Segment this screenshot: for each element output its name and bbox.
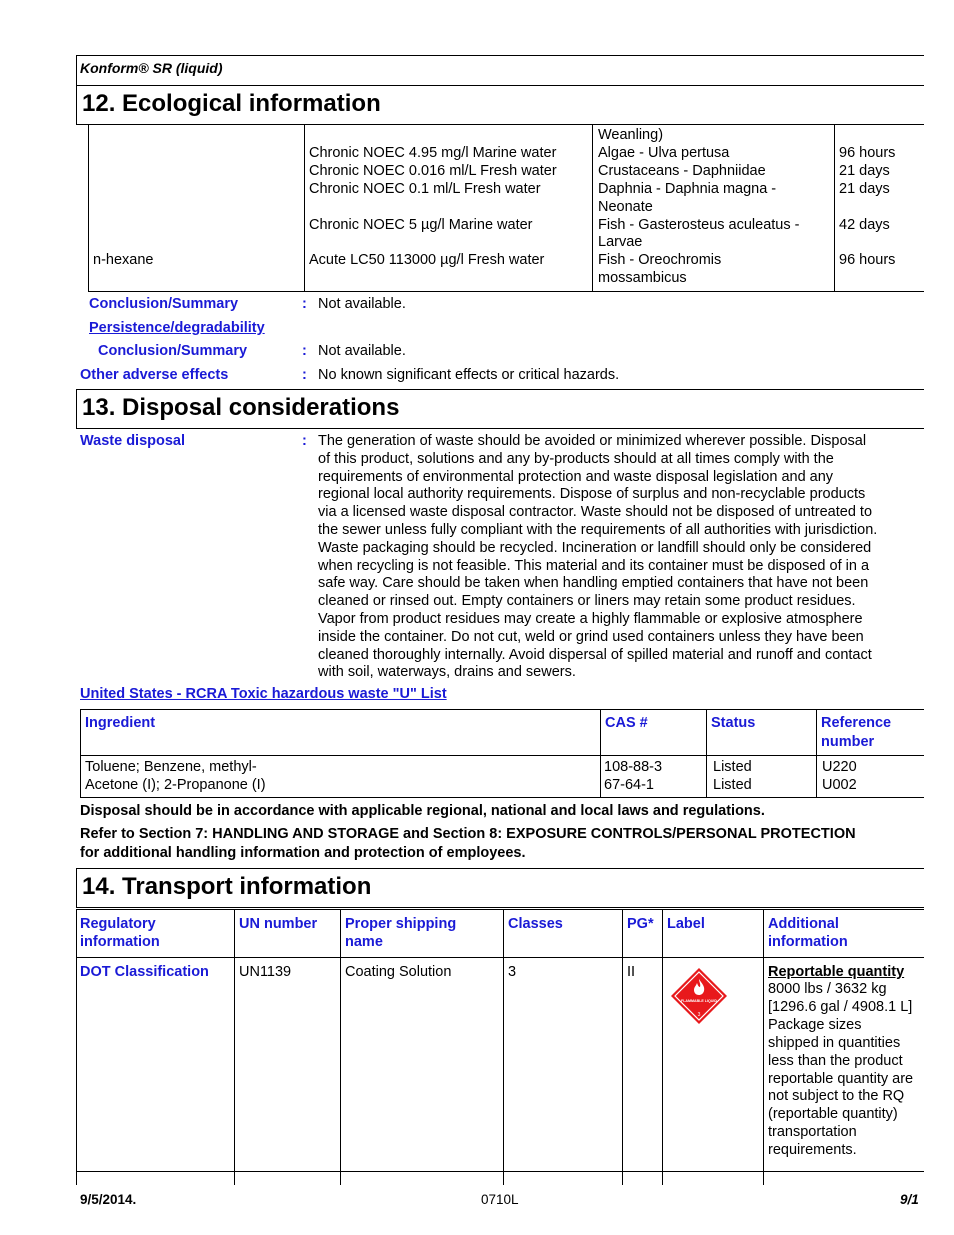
waste-line: via a licensed waste disposal contractor. Waste should not be disposed of untreated to bbox=[318, 504, 873, 521]
th-pg: PG* bbox=[627, 916, 654, 932]
rcra-table-border bbox=[80, 797, 924, 798]
additional-info-line: reportable quantity are bbox=[768, 1070, 914, 1087]
transport-table-border bbox=[76, 957, 924, 958]
transport-table-border bbox=[340, 909, 341, 1185]
th-name: name bbox=[345, 934, 383, 950]
waste-line: Waste packaging should be recycled. Incineration or landfill should only be considered bbox=[318, 539, 872, 556]
eco-cell-species: Larvae bbox=[598, 234, 643, 251]
rcra-header-number: number bbox=[821, 734, 875, 750]
colon: : bbox=[302, 367, 307, 383]
eco-cell-species: mossambicus bbox=[598, 270, 687, 287]
rcra-cell-ref: U002 bbox=[822, 777, 857, 793]
waste-line: of this product, solutions and any by-products should at all times comply with the bbox=[318, 450, 834, 467]
eco-table-border bbox=[834, 125, 835, 292]
eco-cell-result: Chronic NOEC 0.016 ml/L Fresh water bbox=[309, 162, 557, 179]
rcra-cell-ref: U220 bbox=[822, 759, 857, 775]
section-14-header bbox=[76, 868, 924, 908]
pg-value: II bbox=[627, 964, 636, 980]
classes-value: 3 bbox=[508, 964, 517, 980]
eco-cell-result: Chronic NOEC 0.1 ml/L Fresh water bbox=[309, 180, 541, 197]
eco-cell-exposure: 96 hours bbox=[839, 252, 896, 269]
waste-line: cleaned or rinsed out. Empty containers or liners may retain some product residues. bbox=[318, 593, 856, 610]
eco-cell-exposure: 96 hours bbox=[839, 144, 896, 161]
rcra-table-border bbox=[80, 755, 924, 756]
eco-table-border bbox=[592, 125, 593, 292]
persistence-link[interactable]: Persistence/degradability bbox=[89, 320, 265, 336]
rcra-list-link[interactable]: United States - RCRA Toxic hazardous waste "U" List bbox=[80, 686, 447, 702]
waste-disposal-text bbox=[318, 433, 924, 682]
eco-cell-species: Weanling) bbox=[598, 127, 664, 143]
rcra-header-reference: Reference bbox=[821, 715, 892, 731]
eco-cell-species: Algae - Ulva pertusa bbox=[598, 144, 730, 161]
transport-table-border bbox=[763, 909, 764, 1185]
eco-cell-species: Fish - Gasterosteus aculeatus - bbox=[598, 216, 800, 233]
footer-date: 9/5/2014. bbox=[80, 1192, 137, 1207]
label-class: 3 bbox=[697, 1012, 701, 1018]
section-12-header bbox=[76, 85, 924, 125]
section-13-title: 13. Disposal considerations bbox=[82, 394, 400, 421]
th-additional: Additional bbox=[768, 916, 839, 932]
reportable-quantity-title: Reportable quantity bbox=[768, 964, 905, 980]
waste-disposal-label: Waste disposal bbox=[80, 433, 186, 449]
proper-shipping-name-value: Coating Solution bbox=[345, 964, 452, 980]
eco-table-border bbox=[88, 125, 89, 292]
eco-cell-species: Daphnia - Daphnia magna - bbox=[598, 180, 777, 197]
footer-code: 0710L bbox=[481, 1192, 519, 1207]
label-text: FLAMMABLE LIQUID bbox=[681, 999, 717, 1003]
waste-line: Vapor from product residues may create a highly flammable or explosive atmosphere bbox=[318, 610, 863, 627]
rcra-cell-cas: 67-64-1 bbox=[604, 777, 654, 793]
other-effects-label: Other adverse effects bbox=[80, 367, 229, 383]
rcra-header-status: Status bbox=[711, 715, 756, 731]
eco-cell-species: Fish - Oreochromis bbox=[598, 252, 722, 269]
product-name: Konform® SR (liquid) bbox=[80, 60, 223, 76]
transport-table-border bbox=[76, 909, 924, 910]
transport-table-border bbox=[503, 909, 504, 1185]
th-un-number: UN number bbox=[239, 916, 318, 932]
rcra-table-border bbox=[706, 709, 707, 798]
colon: : bbox=[302, 296, 307, 312]
rcra-table-border bbox=[600, 709, 601, 798]
eco-cell-result: Acute LC50 113000 µg/l Fresh water bbox=[309, 252, 545, 269]
th-regulatory: Regulatory bbox=[80, 916, 156, 932]
rcra-cell-status: Listed bbox=[713, 777, 752, 793]
additional-info-text bbox=[768, 981, 913, 1160]
transport-table-border bbox=[622, 909, 623, 1185]
eco-table-border bbox=[88, 291, 924, 292]
rcra-table-border bbox=[816, 709, 817, 798]
transport-table-border bbox=[662, 909, 663, 1185]
transport-table-border bbox=[76, 1171, 924, 1172]
eco-cell-substance: n-hexane bbox=[93, 252, 154, 269]
th-proper-shipping: Proper shipping bbox=[345, 916, 457, 932]
waste-line: when recycling is not feasible. This material and its container must be disposed of in a bbox=[318, 557, 870, 574]
eco-cell-result: Chronic NOEC 5 µg/l Marine water bbox=[309, 216, 533, 233]
eco-cell-result: Chronic NOEC 4.95 mg/l Marine water bbox=[309, 144, 557, 161]
transport-table-border bbox=[76, 909, 77, 1185]
additional-info-line: [1296.6 gal / 4908.1 L] bbox=[768, 998, 913, 1015]
waste-line: inside the container. Do not cut, weld or grind used containers unless they have been bbox=[318, 628, 864, 645]
conclusion-label: Conclusion/Summary bbox=[89, 296, 239, 312]
eco-cell-species: Neonate bbox=[598, 198, 653, 215]
rcra-cell-ingredient: Toluene; Benzene, methyl- bbox=[85, 759, 257, 775]
additional-info-line: not subject to the RQ bbox=[768, 1088, 905, 1105]
waste-line: The generation of waste should be avoided or minimized wherever possible. Disposal bbox=[318, 433, 867, 449]
section-14-title: 14. Transport information bbox=[82, 873, 372, 900]
th-information: information bbox=[80, 934, 160, 950]
top-rule bbox=[76, 55, 924, 56]
refer-note-line1: Refer to Section 7: HANDLING AND STORAGE and Section 8: EXPOSURE CONTROLS/PERSONAL PROTECTION bbox=[80, 826, 856, 842]
additional-info-line: less than the product bbox=[768, 1052, 903, 1069]
waste-line: cleaned thoroughly internally. Avoid dispersal of spilled material and runoff and contact bbox=[318, 646, 872, 663]
rcra-header-cas: CAS # bbox=[605, 715, 648, 731]
eco-cell-exposure: 42 days bbox=[839, 216, 890, 233]
eco-cell-exposure: 21 days bbox=[839, 162, 890, 179]
additional-info-line: shipped in quantities bbox=[768, 1034, 901, 1051]
left-rule bbox=[76, 55, 77, 85]
waste-line: the sewer unless fully compliant with the requirements of all authorities with jurisdiction. bbox=[318, 521, 878, 538]
persistence-conclusion-label: Conclusion/Summary bbox=[98, 343, 248, 359]
un-number-value: UN1139 bbox=[239, 964, 292, 980]
section-12-title: 12. Ecological information bbox=[82, 90, 381, 117]
rcra-table-border bbox=[80, 709, 81, 798]
additional-info-line: requirements. bbox=[768, 1142, 857, 1159]
persistence-conclusion-value: Not available. bbox=[318, 343, 406, 359]
th-label: Label bbox=[667, 916, 705, 932]
rcra-cell-cas: 108-88-3 bbox=[604, 759, 663, 775]
eco-cell-exposure: 21 days bbox=[839, 180, 890, 197]
additional-info-line: (reportable quantity) bbox=[768, 1106, 898, 1123]
rcra-header-ingredient: Ingredient bbox=[85, 715, 156, 731]
other-effects-value: No known significant effects or critical hazards. bbox=[318, 367, 620, 383]
th-additional-info: information bbox=[768, 934, 848, 950]
waste-line: regional local authority requirements. Dispose of surplus and non-recyclable products bbox=[318, 486, 866, 503]
transport-table-border bbox=[234, 909, 235, 1185]
rcra-cell-ingredient: Acetone (I); 2-Propanone (I) bbox=[85, 777, 266, 793]
section-13-header bbox=[76, 389, 924, 429]
disposal-note: Disposal should be in accordance with applicable regional, national and local laws and regulations. bbox=[80, 803, 765, 819]
refer-note-line2: for additional handling information and protection of employees. bbox=[80, 845, 526, 861]
additional-info-line: 8000 lbs / 3632 kg bbox=[768, 981, 887, 997]
dot-classification-label: DOT Classification bbox=[80, 964, 209, 980]
flammable-liquid-diamond-icon bbox=[670, 967, 728, 1025]
waste-line: with soil, waterways, drains and sewers. bbox=[318, 664, 576, 681]
th-classes: Classes bbox=[508, 916, 563, 932]
rcra-cell-status: Listed bbox=[713, 759, 752, 775]
eco-table-border bbox=[304, 125, 305, 292]
footer-page: 9/1 bbox=[900, 1192, 919, 1207]
conclusion-value: Not available. bbox=[318, 296, 406, 312]
waste-line: requirements of environmental protection and waste disposal legislation and any bbox=[318, 468, 834, 485]
additional-info-line: Package sizes bbox=[768, 1016, 862, 1033]
colon: : bbox=[302, 343, 307, 359]
rcra-table-border bbox=[80, 709, 924, 710]
waste-line: safe way. Care should be taken when handling emptied containers that have not been bbox=[318, 575, 869, 592]
eco-cell-species: Crustaceans - Daphniidae bbox=[598, 162, 766, 179]
additional-info-line: transportation bbox=[768, 1124, 857, 1141]
colon: : bbox=[302, 433, 307, 449]
